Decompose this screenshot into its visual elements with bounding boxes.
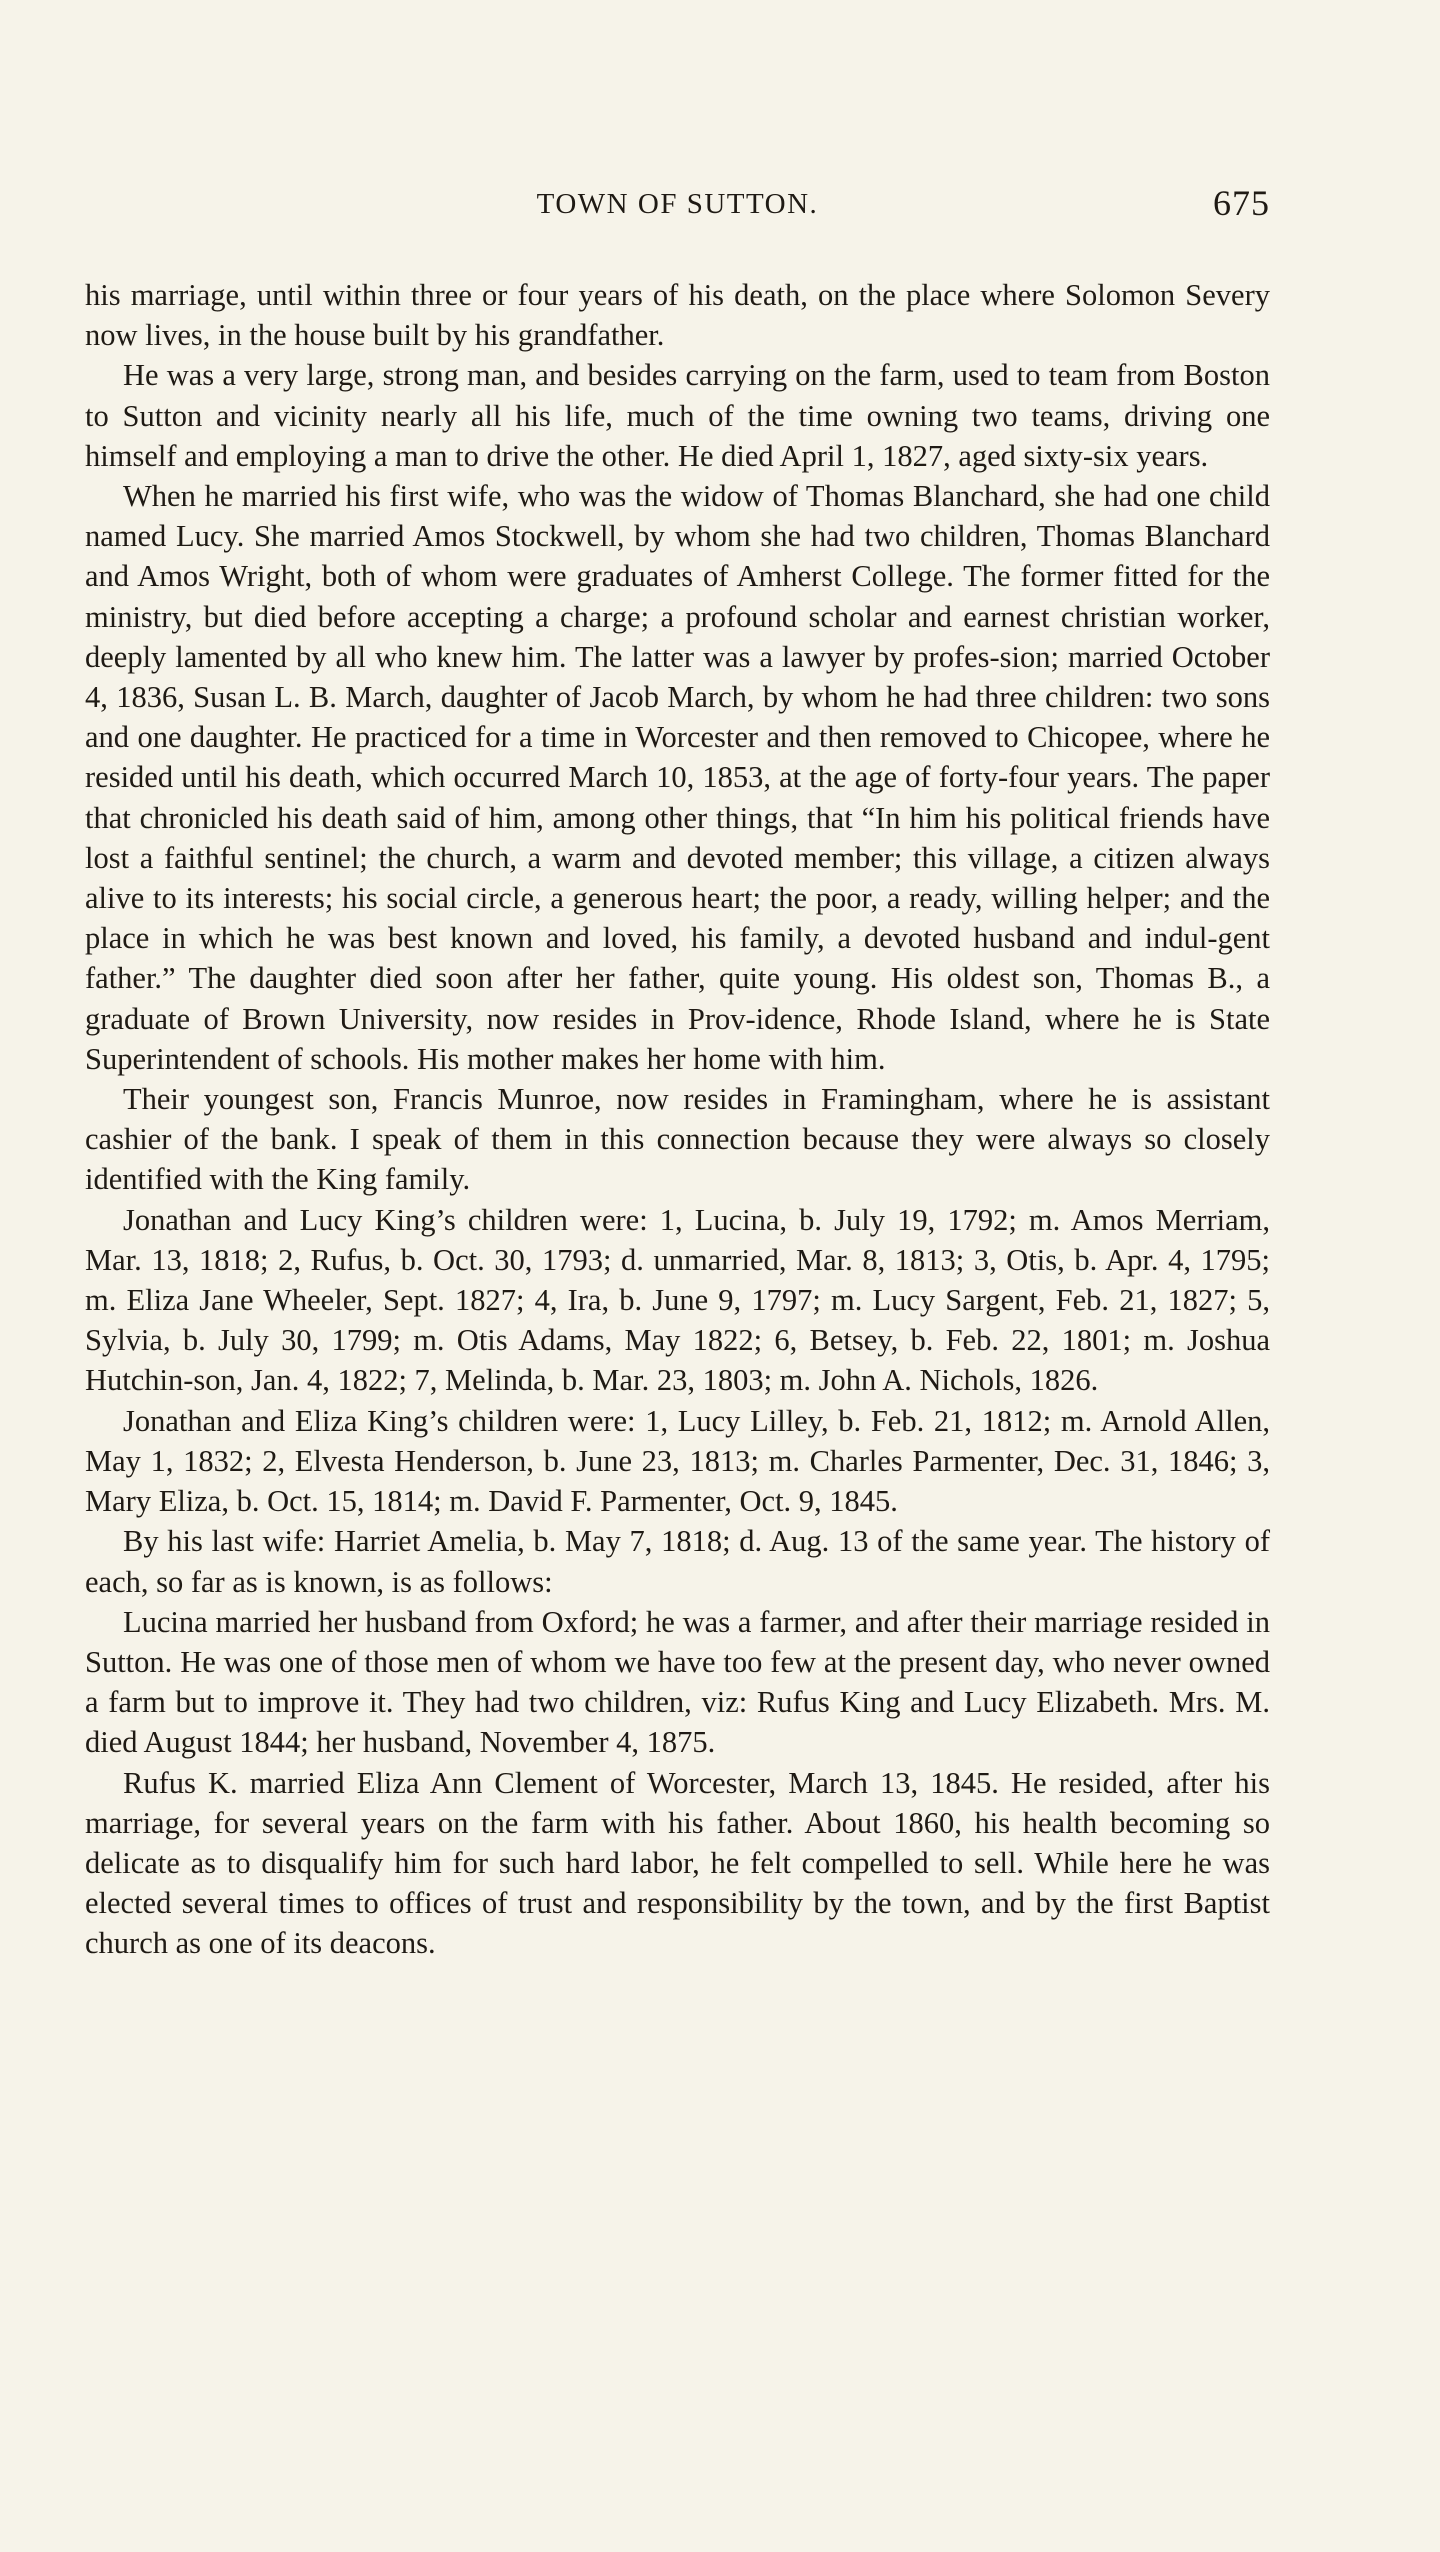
paragraph: Rufus K. married Eliza Ann Clement of Worcester, March 13, 1845. He resided, after his marriage, for several years on the farm with his father. About 1860, his health becoming so delicate as to disqualify him for such hard labor, he felt compelled to sell. While here he was elected several times to offices of trust and responsibility by the town, and by the first Baptist church as one of its deacons. xyxy=(85,1765,1270,1961)
paragraph: Jonathan and Lucy King’s children were: 1, Lucina, b. July 19, 1792; m. Amos Merriam, Mar. 13, 1818; 2, Rufus, b. Oct. 30, 1793; d. unmarried, Mar. 8, 1813; 3, Otis, b. Apr. 4, 1795; m. Eliza Jane Wheeler, Sept. 1827; 4, Ira, b. June 9, 1797; m. Lucy Sargent, Feb. 21, 1827; 5, Sylvia, b. July 30, 1799; m. Otis Adams, May 1822; 6, Betsey, b. Feb. 22, 1801; m. Joshua Hutchin-son, Jan. 4, 1822; 7, Melinda, b. Mar. 23, 1803; m. John A. Nichols, 1826. xyxy=(85,1202,1270,1398)
paragraph: He was a very large, strong man, and besides carrying on the farm, used to team from Boston to Sutton and vicinity nearly all his life, much of the time owning two teams, driving one himself and employing a man to drive the other. He died April 1, 1827, aged sixty-six years. xyxy=(85,358,1270,473)
paragraph: Jonathan and Eliza King’s children were: 1, Lucy Lilley, b. Feb. 21, 1812; m. Arnold Allen, May 1, 1832; 2, Elvesta Henderson, b. June 23, 1813; m. Charles Parmenter, Dec. 31, 1846; 3, Mary Eliza, b. Oct. 15, 1814; m. David F. Parmenter, Oct. 9, 1845. xyxy=(85,1403,1270,1519)
paragraph-continuation: his marriage, until within three or four years of his death, on the place where Solomon Severy now lives, in the house built by his grandfather. xyxy=(85,278,1270,353)
paragraph: Their youngest son, Francis Munroe, now resides in Framingham, where he is assistant cashier of the bank. I speak of them in this connection because they were always so closely identified with the King family. xyxy=(85,1082,1270,1197)
paragraph: Lucina married her husband from Oxford; he was a farmer, and after their marriage resided in Sutton. He was one of those men of whom we have too few at the present day, who never owned a farm but to improve it. They had two children, viz: Rufus King and Lucy Elizabeth. Mrs. M. died August 1844; her husband, November 4, 1875. xyxy=(85,1604,1270,1760)
page-number: 675 xyxy=(1213,183,1270,223)
paragraph: By his last wife: Harriet Amelia, b. May 7, 1818; d. Aug. 13 of the same year. The history of each, so far as is known, is as follows: xyxy=(85,1524,1270,1599)
body-text xyxy=(85,275,1270,1964)
paragraph: When he married his first wife, who was the widow of Thomas Blanchard, she had one child named Lucy. She married Amos Stockwell, by whom she had two children, Thomas Blanchard and Amos Wright, both of whom were graduates of Amherst College. The former fitted for the ministry, but died before accepting a charge; a profound scholar and earnest christian worker, deeply lamented by all who knew him. The latter was a lawyer by profes-sion; married October 4, 1836, Susan L. B. March, daughter of Jacob March, by whom he had three children: two sons and one daughter. He practiced for a time in Worcester and then removed to Chicopee, where he resided until his death, which occurred March 10, 1853, at the age of forty-four years. The paper that chronicled his death said of him, among other things, that “In him his political friends have lost a faithful sentinel; the church, a warm and devoted member; this village, a citizen always alive to its interests; his social circle, a generous heart; the poor, a ready, willing helper; and the place in which he was best known and loved, his family, a devoted husband and indul-gent father.” The daughter died soon after her father, quite young. His oldest son, Thomas B., a graduate of Brown University, now resides in Prov-idence, Rhode Island, where he is State Superintendent of schools. His mother makes her home with him. xyxy=(85,479,1270,1076)
page-header xyxy=(85,183,1270,238)
running-title: TOWN OF SUTTON. xyxy=(536,188,819,220)
